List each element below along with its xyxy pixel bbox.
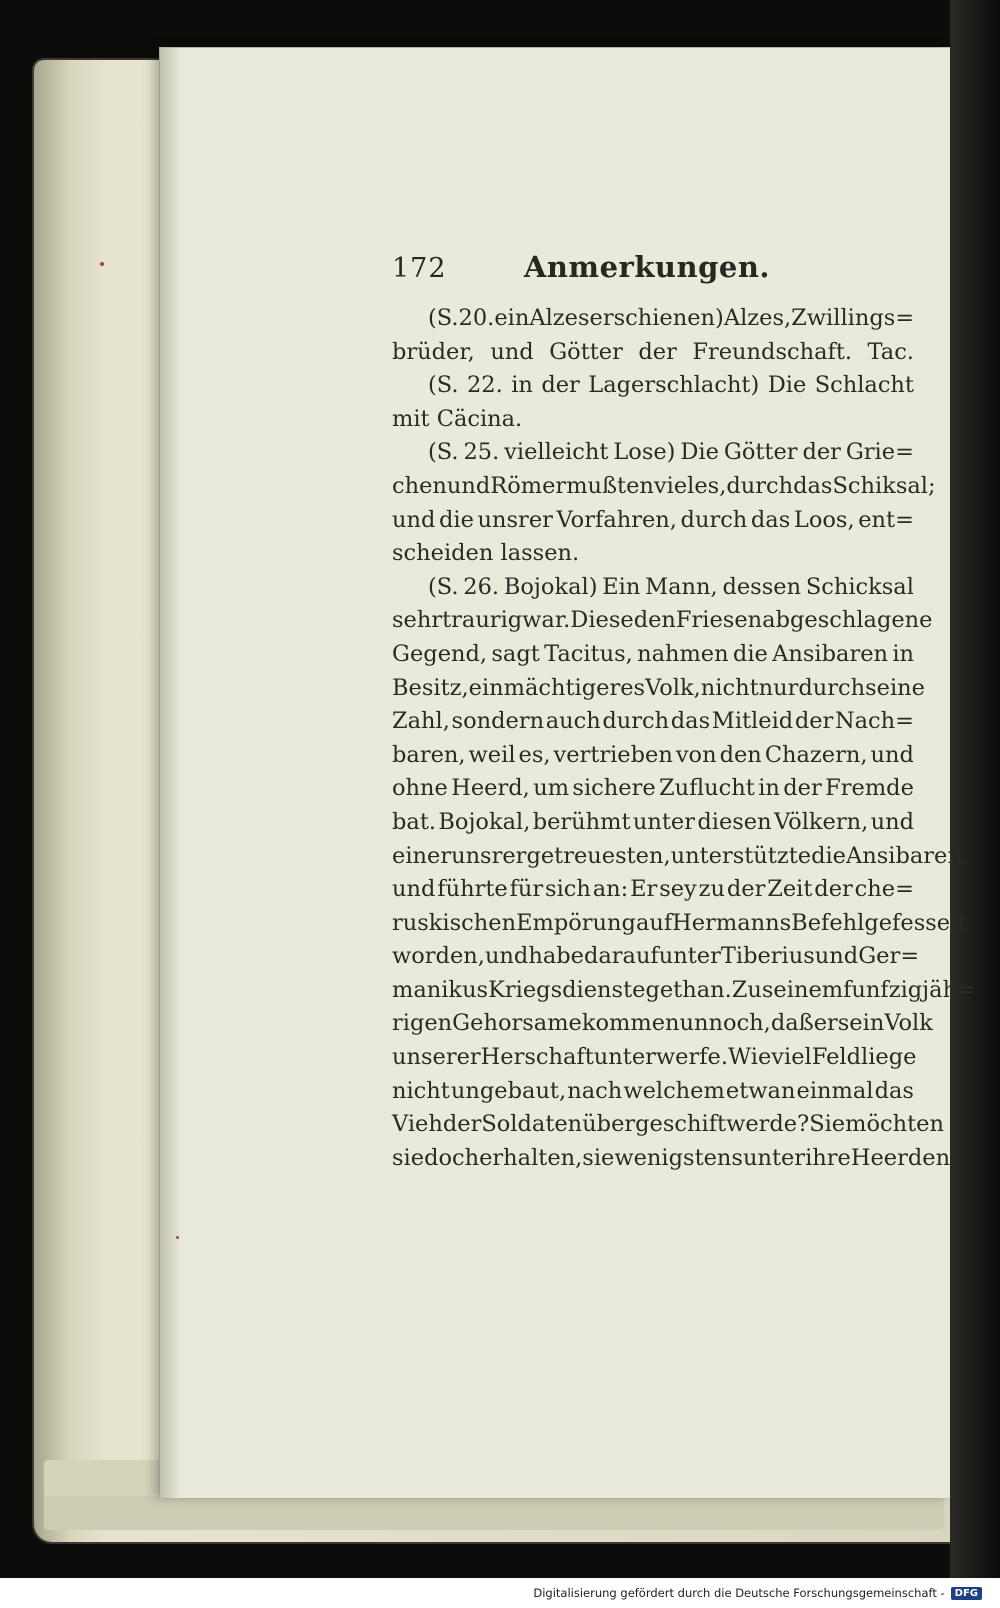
text-line: worden, und habe darauf unter Tiberius und Ger= [392, 943, 920, 970]
text-line: sehr traurig war. Diese den Friesen abgeschlagene [392, 607, 933, 634]
text-line: brüder, und Götter der Freundschaft. Tac. [392, 338, 914, 365]
funding-credit: Digitalisierung gefördert durch die Deutsche Forschungsgemeinschaft - [533, 1586, 945, 1600]
text-line: (S. 25. vielleicht Lose) Die Götter der Grie= [428, 439, 914, 466]
text-line: und die unsrer Vorfahren, durch das Loos, ent= [392, 506, 914, 533]
text-line: Besitz, ein mächtigeres Volk, nicht nur durch seine [392, 674, 925, 701]
text-line: (S. 20. ein Alzes erschienen) Alzes, Zwillings= [428, 305, 915, 331]
annotation-text [392, 302, 976, 1175]
text-line: chen und Römer mußten vieles, durch das Schiksal; [392, 472, 936, 499]
text-line: baren, weil es, vertrieben von den Chazern, und [392, 741, 914, 768]
page-header [392, 250, 782, 298]
book-spine [950, 0, 1000, 1578]
text-line: Gegend, sagt Tacitus, nahmen die Ansibaren in [392, 640, 914, 667]
text-line: ruskischen Empörung auf Hermanns Befehl gefesselt [392, 909, 967, 936]
text-line: mit Cäcina. [392, 405, 523, 432]
text-line: nicht ungebaut, nach welchem etwan einmal das [392, 1077, 914, 1104]
text-line: einer unsrer getreuesten, unterstützte die Ansibaren, [392, 842, 969, 869]
text-line: scheiden lassen. [392, 540, 580, 567]
text-line: unserer Herschaft unterwerfe. Wie viel Feld liege [392, 1044, 917, 1071]
text-line: Zahl, sondern auch durch das Mitleid der Nach= [392, 708, 914, 735]
text-line: manikus Kriegsdienste gethan. Zu seinem funfzigjäh= [392, 976, 976, 1003]
running-title: Anmerkungen. [523, 250, 770, 284]
text-line: bat. Bojokal, berühmt unter diesen Völkern, und [392, 808, 914, 835]
text-line: (S. 22. in der Lagerschlacht) Die Schlacht [428, 372, 914, 399]
dfg-logo: DFG [951, 1587, 982, 1600]
text-line: Vieh der Soldaten übergeschift werde? Sie möchten [392, 1111, 944, 1138]
page-number: 172 [392, 253, 447, 284]
paper-stain [100, 262, 104, 266]
paper-stain [176, 1236, 179, 1239]
text-line: und führte für sich an: Er sey zu der Zeit der che= [392, 876, 914, 903]
text-line: sie doch erhalten, sie wenigstens unter ihre Heerden [392, 1144, 951, 1171]
text-line: ohne Heerd, um sichere Zuflucht in der Fremde [392, 775, 914, 802]
digitization-footer [0, 1578, 1000, 1608]
text-line: (S. 26. Bojokal) Ein Mann, dessen Schicksal [428, 573, 914, 600]
text-line: rigen Gehorsame komme nun noch, daß er sein Volk [392, 1010, 933, 1037]
page-gutter-shadow [160, 48, 182, 1498]
